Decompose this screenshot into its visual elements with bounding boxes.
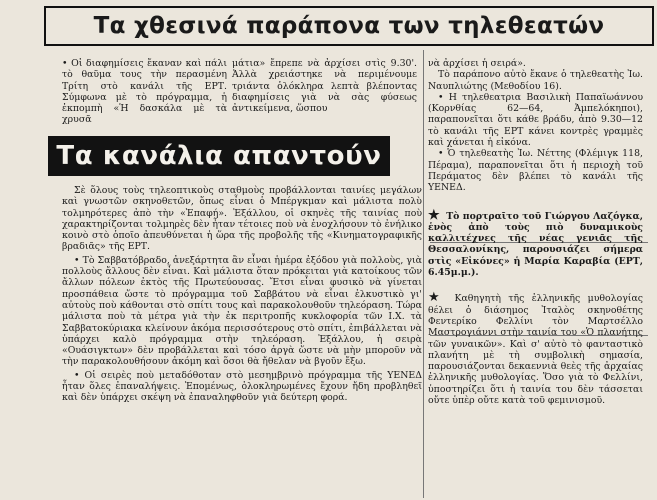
- news-item: [428, 207, 643, 279]
- paragraph: • Οἱ διαφημίσεις ἔκαναν καὶ πάλι τὸ θαῦμα τους τὴν περασμένη Τρίτη στὸ κανάλι τῆς ΕΡΤ. Σύμφωνα μὲ τὸ πρόγραμμα, ἡ ἐκπομπὴ «Ἡ δασκάλα μὲ τὰ χρυσᾶ: [62, 58, 227, 126]
- paragraph: Καθηγητὴ τῆς ἑλληνικῆς μυθολογίας θέλει ὁ διάσημος Ἰταλὸς σκηνοθέτης Φεντερίκο Φελλίνι τὸν Μαρτσέλλο Μαστρογιάννι στὴν ταινία του «Ὁ πλανήτης τῶν γυναικῶν». Καὶ σ' αὐτὸ τὸ φανταστικὸ πλανήτη μὲ τὴ συμβολικὴ σημασία, παρουσιάζονται δεκαεννιὰ θεὲς τῆς ἀρχαίας ἑλληνικῆς μυθολογίας. Ὅσο γιὰ τὸ Φελλίνι, ὑποστηρίζει ὅτι ἡ ταινία του δὲν τάσσεται οὔτε ὑπὲρ οὔτε κατὰ τοῦ φεμινισμοῦ.: [428, 293, 643, 407]
- news-item: [428, 292, 643, 406]
- paragraph: • Η τηλεθεατρια Βασιλικὴ Παπαϊωάννου (Κορνθίας 62—64, Ἀμπελόκηποι), παραπονεῖται ὅτι κάθε βράδυ, ἀπὸ 9.30—12 τὸ κανάλι τῆς ΕΡΤ κάνει κοντρὲς γραμμὲς καὶ χάνεται ἡ εἰκόνα.: [428, 91, 643, 149]
- paragraph: μάτια» ἔπρεπε νὰ ἀρχίσει στὶς 9.30'. Ἀλλὰ χρειάστηκε νὰ περιμένουμε τριάντα ὁλόκληρα λεπτὰ βλέποντας διαφημίσεις γιὰ νὰ σὰς φύσεως ἀντικείμενα, ὥσπου: [232, 58, 417, 115]
- paragraph: Τὸ πορτραῖτο τοῦ Γιώργου Λαζόγκα, ἑνὸς ἀπὸ τοὺς πιὸ δυναμικοὺς καλλιτέχνες τῆς νέας γενιᾶς τῆς Θεσσαλονίκης, παρουσιάζει σήμερα στὶς «Εἰκόνες» ἡ Μαρία Καραβία (ΕΡΤ, 6.45μ.μ.).: [428, 210, 643, 279]
- bottom-columns: [62, 185, 422, 404]
- paragraph: • Τὸ Σαββατόβραδο, ἀνεξάρτητα ἂν εἶναι ἡμέρα ἐξόδου γιὰ πολλοὺς, γιὰ πολλοὺς ἄλλους δὲν εἶναι. Καὶ μάλιστα ὅταν πρόκειται γιὰ κατοίκους τῶν ἄλλων πόλεων ἐκτὸς τῆς Πρωτεύουσας. Ἔτσι εἶναι φυσικὸ νὰ γίνεται προσπάθεια ὥστε τὸ πρόγραμμα τοῦ Σαββάτου νὰ εἶναι ἑλκυστικὸ γι' αὐτοὺς ποὺ κάθονται στὸ σπίτι τους καὶ παρακολουθοῦν τηλεόραση. Τώρα μάλιστα ποὺ τὰ μέτρα γιὰ τὴν ἐκ περιτροπῆς κυκλοφορία τῶν Ι.Χ. τὰ Σαββατοκύριακα κλείνουν ἀκόμα περισσότερους στὸ σπίτι, ἐπιβάλλεται νὰ ὑπάρχει καλὸ πρόγραμμα στὴν τηλεόραση. Ἐξάλλου, ἡ σειρὰ «Ουάσιγκτων» δὲν προβάλλεται καὶ τόσο ἀργὰ ὥστε νὰ μὴν μποροῦν νὰ τὴν παρακολουθήσουν ἀκόμη καὶ ὅσοι θὰ ἤθελαν νὰ βγοῦν ἔξω.: [62, 254, 422, 368]
- banner: [48, 136, 390, 176]
- top-column-1: [62, 58, 227, 126]
- right-column: [428, 58, 643, 406]
- column-rule: [423, 50, 424, 498]
- headline: Τα χθεσινά παράπονα των τηλεθεατών: [93, 13, 605, 39]
- star-icon: ★: [428, 290, 445, 306]
- headline-box: [44, 6, 654, 46]
- star-icon: ★: [428, 207, 440, 223]
- paragraph: Σὲ ὅλους τοὺς τηλεοπτικοὺς σταθμοὺς προβάλλονται ταινίες μεγάλων καὶ γνωστῶν σκηνοθετῶν, ὅπως εἶναι ὁ Μπέργκμαν καὶ μάλιστα πολὺ τολμηρότερες ἀπὸ τὴν «Ἐπαφή». Ἐξάλλου, οἱ σκηνὲς τῆς ταινίας ποὺ χαρακτηρίζονται τολμηρὲς δὲν ἦταν τέτοιες ποὺ νὰ ἐνοχλήσουν τὸ ἐνήλικο κοινὸ στὸ ὁποῖο ἀπευθύνεται ἡ ὥρα τῆς προβολῆς τῆς «Κινηματογραφικῆς βραδιᾶς» τῆς ΕΡΤ.: [62, 185, 422, 253]
- paragraph: • Ὁ τηλεθεατὴς Ἰω. Νέττης (Φλέμιγκ 118, Πέραμα), παραπονεῖται ὅτι ἡ περιοχὴ τοῦ Περάματος δὲν βλέπει τὸ κανάλι τῆς ΥΕΝΕΔ.: [428, 148, 643, 194]
- top-column-2: [232, 58, 417, 114]
- paragraph: Τὸ παράπονο αὐτὸ ἔκανε ὁ τηλεθεατὴς Ἰω. Ναυπλιώτης (Μεθοδίου 16).: [428, 69, 643, 92]
- paragraph: νὰ ἀρχίσει ἡ σειρά».: [428, 58, 526, 69]
- paragraph: • Οἱ σειρὲς ποὺ μεταδόθοταν στὸ μεσημβρινὸ πρόγραμμα τῆς ΥΕΝΕΔ ἦταν ὅλες ἐπαναλήψεις. Ἐπομένως, ὁλοκληρωμένες ἔχουν ἤδη προβληθεῖ καὶ δὲν ὑπάρχει σκέψη νὰ ἐπαναληφθοῦν γιὰ δεύτερη φορά.: [62, 369, 422, 404]
- banner-title: Τα κανάλια απαντούν: [56, 141, 382, 171]
